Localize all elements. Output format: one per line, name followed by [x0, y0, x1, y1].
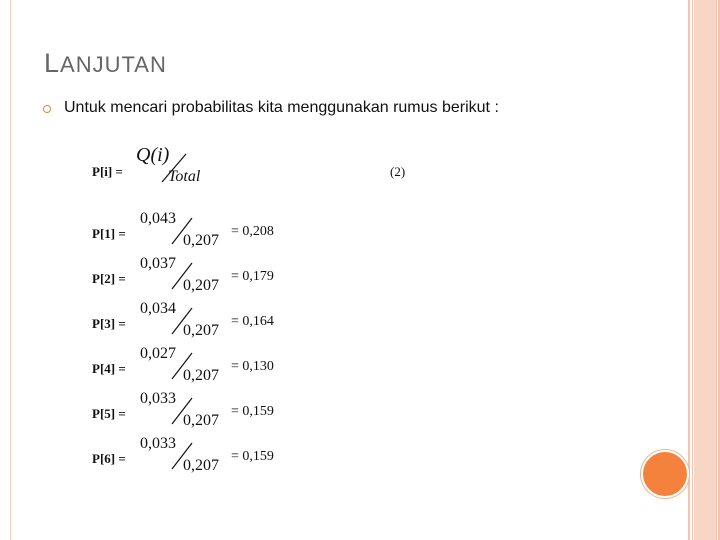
- formula-result: = 0,159: [231, 404, 274, 419]
- formula-denominator: 0,207: [183, 457, 219, 474]
- formula-row: [90, 210, 430, 250]
- formula-numerator: 0,037: [140, 255, 176, 272]
- formula-result: = 0,179: [231, 269, 274, 284]
- formula-row: [90, 390, 430, 430]
- formula-result: = 0,159: [231, 449, 274, 464]
- formula-numerator: 0,034: [140, 300, 176, 317]
- formula-lhs: P[4] =: [92, 361, 126, 376]
- formula-row: [90, 345, 430, 385]
- decor-stripe: [716, 0, 717, 540]
- formula-lhs: P[i] =: [92, 164, 123, 179]
- formula-denominator: 0,207: [183, 412, 219, 429]
- formula-numerator: 0,043: [140, 210, 176, 227]
- formula-lhs: P[6] =: [92, 451, 126, 466]
- bullet-text: Untuk mencari probabilitas kita menggunakan rumus berikut :: [64, 99, 499, 116]
- formula-denominator: 0,207: [183, 322, 219, 339]
- formula-row: [90, 255, 430, 295]
- bullet-item: [43, 99, 499, 117]
- left-border-line: [10, 0, 11, 540]
- formula-general: [90, 144, 430, 188]
- title-rest: ANJUTAN: [60, 52, 167, 77]
- formula-numerator: 0,033: [140, 435, 176, 452]
- decor-circle: [641, 450, 689, 498]
- circle-bullet-icon: [43, 105, 51, 113]
- formula-numerator: 0,027: [140, 345, 176, 362]
- formula-block: [90, 144, 430, 478]
- formula-denominator: 0,207: [183, 277, 219, 294]
- formula-numerator: Q(i): [136, 144, 170, 166]
- formula-row: [90, 300, 430, 340]
- decor-stripe: [692, 0, 693, 540]
- title-initial: L: [44, 48, 61, 78]
- formula-denominator: 0,207: [183, 232, 219, 249]
- decor-stripe: [694, 0, 716, 540]
- formula-result: = 0,208: [231, 224, 274, 239]
- formula-numerator: 0,033: [140, 390, 176, 407]
- formula-lhs: P[3] =: [92, 316, 126, 331]
- equation-number: (2): [390, 164, 406, 179]
- formula-result: = 0,164: [231, 314, 274, 329]
- formula-lhs: P[2] =: [92, 271, 126, 286]
- formula-denominator: 0,207: [183, 367, 219, 384]
- formula-lhs: P[1] =: [92, 226, 126, 241]
- decor-stripe: [688, 0, 690, 540]
- formula-result: = 0,130: [231, 359, 274, 374]
- formula-lhs: P[5] =: [92, 406, 126, 421]
- slide-title: [44, 48, 167, 79]
- formula-row: [90, 435, 430, 475]
- formula-denominator: Total: [168, 168, 201, 185]
